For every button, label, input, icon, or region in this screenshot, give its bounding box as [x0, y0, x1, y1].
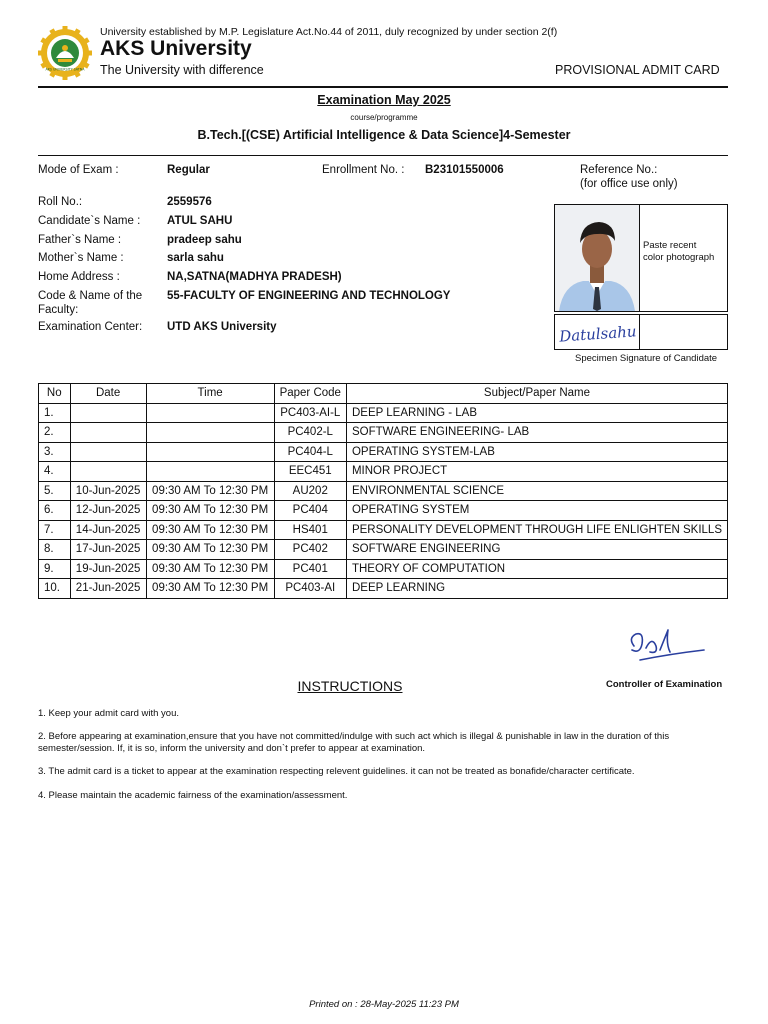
photo-box — [554, 204, 728, 312]
table-header-row — [39, 384, 728, 404]
cell-time — [146, 462, 274, 482]
cell-paper-code: EEC451 — [274, 462, 346, 482]
printed-timestamp: Printed on : 28-May-2025 11:23 PM — [309, 999, 459, 1010]
header-time: Time — [146, 384, 274, 404]
controller-label: Controller of Examination — [606, 679, 723, 690]
cell-paper-code: HS401 — [274, 520, 346, 540]
course-label: course/programme — [350, 113, 418, 122]
cell-no: 2. — [39, 423, 71, 443]
card-type: PROVISIONAL ADMIT CARD — [555, 63, 720, 77]
address-value: NA,SATNA(MADHYA PRADESH) — [167, 271, 342, 283]
header-subject: Subject/Paper Name — [346, 384, 727, 404]
table-row — [39, 501, 728, 521]
cell-paper-code: PC404 — [274, 501, 346, 521]
enrollment-label: Enrollment No. : — [322, 164, 405, 176]
father-value: pradeep sahu — [167, 234, 242, 246]
university-logo — [38, 26, 92, 80]
candidate-photo — [555, 205, 640, 311]
cell-no: 5. — [39, 481, 71, 501]
father-label: Father`s Name : — [38, 234, 122, 246]
cell-subject: SOFTWARE ENGINEERING- LAB — [346, 423, 727, 443]
cell-subject: MINOR PROJECT — [346, 462, 727, 482]
table-row — [39, 403, 728, 423]
cell-no: 10. — [39, 579, 71, 599]
cell-date — [70, 462, 146, 482]
cell-paper-code: PC404-L — [274, 442, 346, 462]
cell-paper-code: PC403-AI — [274, 579, 346, 599]
instructions-title: INSTRUCTIONS — [297, 678, 403, 694]
cell-paper-code: AU202 — [274, 481, 346, 501]
cell-subject: THEORY OF COMPUTATION — [346, 559, 727, 579]
cell-date: 19-Jun-2025 — [70, 559, 146, 579]
cell-date: 12-Jun-2025 — [70, 501, 146, 521]
cell-date: 21-Jun-2025 — [70, 579, 146, 599]
cell-date — [70, 442, 146, 462]
cell-paper-code: PC402 — [274, 540, 346, 560]
header-divider — [38, 86, 728, 88]
reference-note: (for office use only) — [580, 178, 678, 190]
cell-paper-code: PC401 — [274, 559, 346, 579]
cell-time — [146, 442, 274, 462]
cell-subject: OPERATING SYSTEM — [346, 501, 727, 521]
university-tagline: The University with difference — [100, 63, 264, 77]
table-row — [39, 540, 728, 560]
cell-paper-code: PC402-L — [274, 423, 346, 443]
faculty-value: 55-FACULTY OF ENGINEERING AND TECHNOLOGY — [167, 290, 451, 302]
cell-time: 09:30 AM To 12:30 PM — [146, 579, 274, 599]
cell-date: 14-Jun-2025 — [70, 520, 146, 540]
instruction-item-3: 3. The admit card is a ticket to appear at the examination respecting relevent guidelines. it can not be treated as bonafide/character certificate. — [38, 766, 635, 777]
instruction-item-2: 2. Before appearing at examination,ensure that you have not committed/indulge with such act which is illegal & punishable in law in the duration of this semester/session. If, it is so, inform the university and don`t prefer to appear at examination. — [38, 731, 670, 754]
cell-subject: DEEP LEARNING - LAB — [346, 403, 727, 423]
cell-no: 6. — [39, 501, 71, 521]
cell-no: 1. — [39, 403, 71, 423]
cell-subject: PERSONALITY DEVELOPMENT THROUGH LIFE ENLIGHTEN SKILLS — [346, 520, 727, 540]
enrollment-value: B23101550006 — [425, 164, 504, 176]
table-row — [39, 423, 728, 443]
controller-signature — [620, 624, 710, 674]
cell-subject: DEEP LEARNING — [346, 579, 727, 599]
table-row — [39, 520, 728, 540]
mode-value: Regular — [167, 164, 210, 176]
program-name: B.Tech.[(CSE) Artificial Intelligence & Data Science]4-Semester — [197, 128, 571, 142]
cell-time: 09:30 AM To 12:30 PM — [146, 559, 274, 579]
exam-title: Examination May 2025 — [317, 93, 451, 107]
photo-note-line2: color photograph — [643, 252, 715, 263]
cell-subject: SOFTWARE ENGINEERING — [346, 540, 727, 560]
reference-label: Reference No.: — [580, 164, 658, 176]
roll-label: Roll No.: — [38, 196, 83, 208]
table-row — [39, 481, 728, 501]
candidate-value: ATUL SAHU — [167, 215, 233, 227]
cell-date — [70, 403, 146, 423]
cell-no: 7. — [39, 520, 71, 540]
center-value: UTD AKS University — [167, 321, 277, 333]
cell-paper-code: PC403-AI-L — [274, 403, 346, 423]
cell-date — [70, 423, 146, 443]
cell-time — [146, 403, 274, 423]
faculty-label-line2: Faculty: — [38, 304, 79, 316]
cell-no: 8. — [39, 540, 71, 560]
center-label: Examination Center: — [38, 321, 143, 333]
cell-subject: ENVIRONMENTAL SCIENCE — [346, 481, 727, 501]
roll-value: 2559576 — [167, 196, 212, 208]
svg-text:Datulsahu: Datulsahu — [558, 322, 638, 346]
instruction-item-4: 4. Please maintain the academic fairness of the examination/assessment. — [38, 790, 348, 801]
cell-time: 09:30 AM To 12:30 PM — [146, 501, 274, 521]
header-date: Date — [70, 384, 146, 404]
table-row — [39, 462, 728, 482]
cell-subject: OPERATING SYSTEM-LAB — [346, 442, 727, 462]
table-row — [39, 559, 728, 579]
candidate-label: Candidate`s Name : — [38, 215, 141, 227]
cell-no: 4. — [39, 462, 71, 482]
establishment-note: University established by M.P. Legislature Act.No.44 of 2011, duly recognized by under section 2(f) — [100, 26, 558, 38]
photo-note — [643, 240, 714, 264]
university-name: AKS University — [100, 37, 252, 60]
table-row — [39, 579, 728, 599]
candidate-signature — [555, 315, 640, 349]
cell-time: 09:30 AM To 12:30 PM — [146, 481, 274, 501]
cell-no: 3. — [39, 442, 71, 462]
logo-text: AKS UNIVERSITY SATNA — [45, 67, 85, 72]
cell-date: 17-Jun-2025 — [70, 540, 146, 560]
cell-no: 9. — [39, 559, 71, 579]
mother-label: Mother`s Name : — [38, 252, 124, 264]
header-no: No — [39, 384, 71, 404]
header-paper-code: Paper Code — [274, 384, 346, 404]
specimen-signature-label: Specimen Signature of Candidate — [575, 353, 718, 364]
instruction-item-1: 1. Keep your admit card with you. — [38, 708, 179, 719]
mode-label: Mode of Exam : — [38, 164, 119, 176]
table-row — [39, 442, 728, 462]
title-divider — [38, 155, 728, 156]
faculty-label-line1: Code & Name of the — [38, 290, 143, 302]
cell-date: 10-Jun-2025 — [70, 481, 146, 501]
cell-time: 09:30 AM To 12:30 PM — [146, 540, 274, 560]
photo-note-line1: Paste recent — [643, 240, 697, 251]
mother-value: sarla sahu — [167, 252, 224, 264]
cell-time: 09:30 AM To 12:30 PM — [146, 520, 274, 540]
address-label: Home Address : — [38, 271, 120, 283]
cell-time — [146, 423, 274, 443]
signature-box — [554, 314, 728, 350]
exam-schedule-table — [38, 383, 728, 599]
